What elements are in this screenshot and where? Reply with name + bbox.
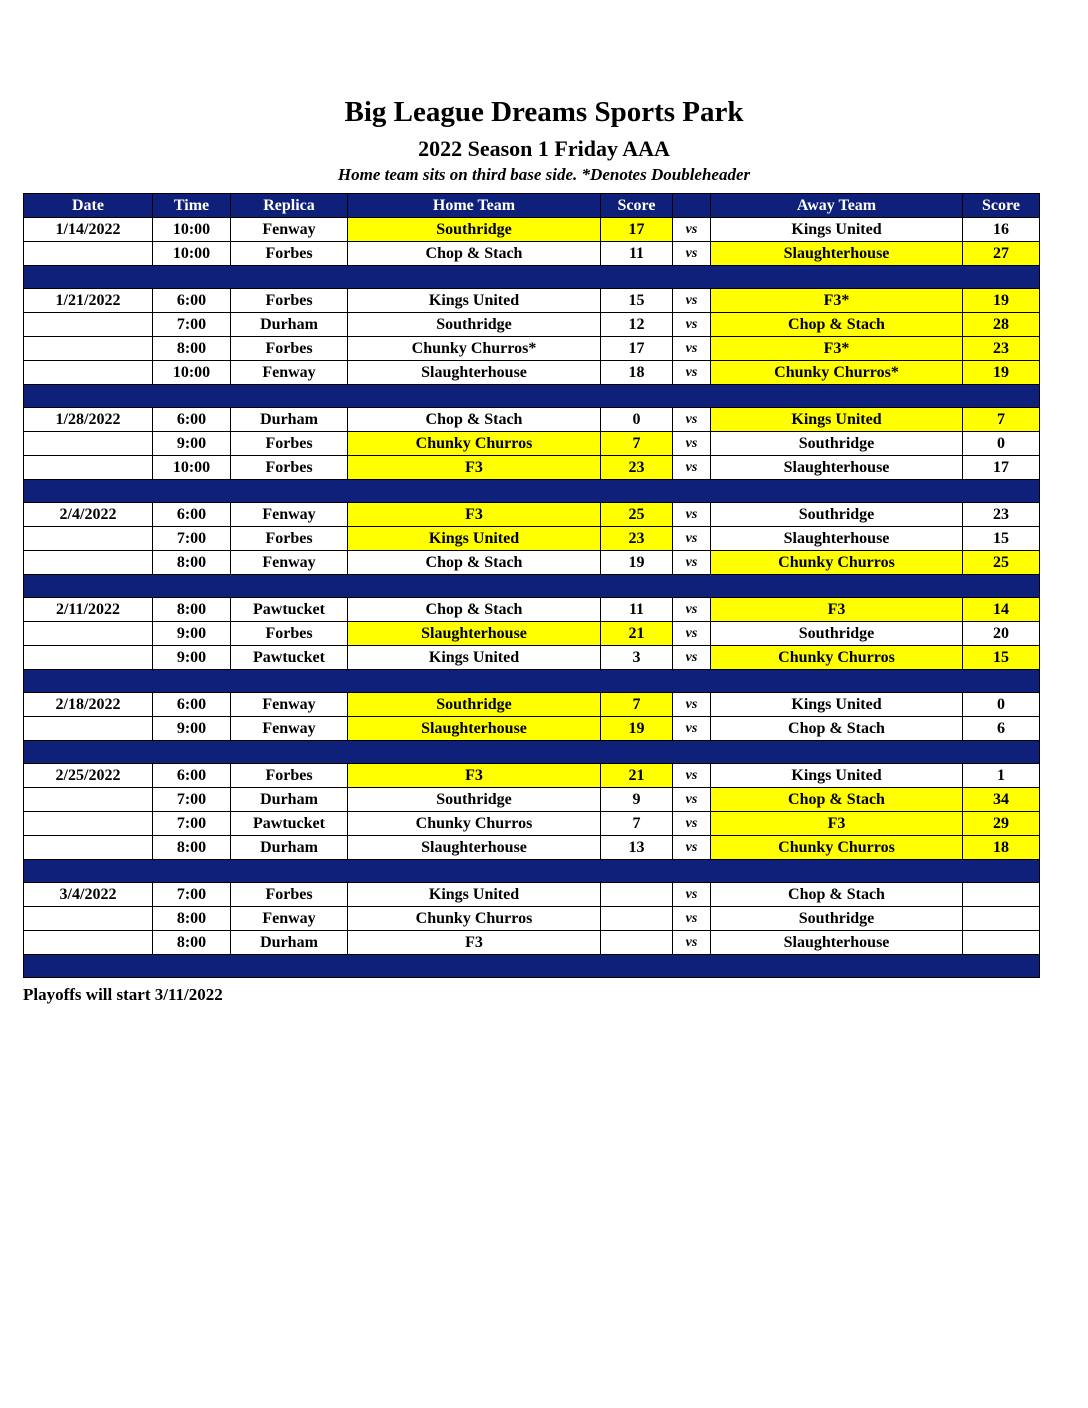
away-score-cell xyxy=(963,931,1040,955)
separator-cell xyxy=(24,480,1040,503)
away-score-cell: 23 xyxy=(963,337,1040,361)
home-score-cell: 23 xyxy=(601,456,673,480)
game-row xyxy=(24,812,1040,836)
game-row xyxy=(24,361,1040,385)
game-row xyxy=(24,551,1040,575)
home-team-cell: Kings United xyxy=(348,527,601,551)
home-team-cell: F3 xyxy=(348,931,601,955)
date-cell: 3/4/2022 xyxy=(24,883,153,907)
game-row xyxy=(24,622,1040,646)
home-score-cell: 7 xyxy=(601,693,673,717)
replica-cell: Fenway xyxy=(231,361,348,385)
replica-cell: Durham xyxy=(231,788,348,812)
away-team-cell: Chunky Churros xyxy=(711,836,963,860)
separator-row xyxy=(24,575,1040,598)
home-team-cell: Chunky Churros xyxy=(348,432,601,456)
home-team-cell: Chop & Stach xyxy=(348,242,601,266)
separator-row xyxy=(24,385,1040,408)
away-team-cell: Slaughterhouse xyxy=(711,931,963,955)
home-score-cell: 7 xyxy=(601,812,673,836)
away-team-cell: Kings United xyxy=(711,408,963,432)
vs-cell: vs xyxy=(673,931,711,955)
time-cell: 8:00 xyxy=(153,337,231,361)
home-score-cell: 15 xyxy=(601,289,673,313)
away-score-cell: 0 xyxy=(963,432,1040,456)
home-score-cell: 25 xyxy=(601,503,673,527)
away-team-cell: Slaughterhouse xyxy=(711,242,963,266)
separator-cell xyxy=(24,266,1040,289)
away-team-cell: Chunky Churros xyxy=(711,646,963,670)
replica-cell: Durham xyxy=(231,313,348,337)
home-team-cell: Slaughterhouse xyxy=(348,836,601,860)
away-team-cell: Slaughterhouse xyxy=(711,456,963,480)
away-score-cell: 14 xyxy=(963,598,1040,622)
time-cell: 7:00 xyxy=(153,527,231,551)
home-team-cell: Slaughterhouse xyxy=(348,622,601,646)
away-team-cell: Chop & Stach xyxy=(711,313,963,337)
home-team-cell: Chunky Churros xyxy=(348,907,601,931)
date-cell xyxy=(24,337,153,361)
separator-row xyxy=(24,955,1040,978)
game-row xyxy=(24,527,1040,551)
header-cell-date: Date xyxy=(24,194,153,218)
time-cell: 10:00 xyxy=(153,361,231,385)
vs-cell: vs xyxy=(673,432,711,456)
time-cell: 7:00 xyxy=(153,812,231,836)
away-team-cell: Southridge xyxy=(711,432,963,456)
time-cell: 7:00 xyxy=(153,313,231,337)
time-cell: 10:00 xyxy=(153,218,231,242)
schedule-table xyxy=(23,193,1040,978)
replica-cell: Forbes xyxy=(231,242,348,266)
replica-cell: Forbes xyxy=(231,883,348,907)
date-cell: 2/4/2022 xyxy=(24,503,153,527)
away-team-cell: F3 xyxy=(711,598,963,622)
date-cell: 1/21/2022 xyxy=(24,289,153,313)
header-cell-score: Score xyxy=(601,194,673,218)
schedule-header-row xyxy=(24,194,1040,218)
game-row xyxy=(24,907,1040,931)
date-cell xyxy=(24,313,153,337)
home-score-cell: 23 xyxy=(601,527,673,551)
time-cell: 10:00 xyxy=(153,242,231,266)
time-cell: 7:00 xyxy=(153,883,231,907)
time-cell: 9:00 xyxy=(153,622,231,646)
vs-cell: vs xyxy=(673,717,711,741)
playoffs-note: Playoffs will start 3/11/2022 xyxy=(23,985,223,1004)
home-score-cell: 19 xyxy=(601,551,673,575)
away-score-cell: 7 xyxy=(963,408,1040,432)
separator-row xyxy=(24,480,1040,503)
separator-row xyxy=(24,670,1040,693)
date-cell: 2/11/2022 xyxy=(24,598,153,622)
away-team-cell: Kings United xyxy=(711,218,963,242)
home-score-cell: 7 xyxy=(601,432,673,456)
away-score-cell: 6 xyxy=(963,717,1040,741)
away-score-cell xyxy=(963,883,1040,907)
away-score-cell: 25 xyxy=(963,551,1040,575)
vs-cell: vs xyxy=(673,289,711,313)
game-row xyxy=(24,218,1040,242)
replica-cell: Pawtucket xyxy=(231,646,348,670)
separator-cell xyxy=(24,575,1040,598)
home-team-cell: Slaughterhouse xyxy=(348,717,601,741)
time-cell: 9:00 xyxy=(153,646,231,670)
away-team-cell: F3 xyxy=(711,812,963,836)
home-team-cell: Southridge xyxy=(348,693,601,717)
separator-row xyxy=(24,266,1040,289)
away-score-cell: 15 xyxy=(963,646,1040,670)
time-cell: 8:00 xyxy=(153,907,231,931)
date-cell: 1/14/2022 xyxy=(24,218,153,242)
time-cell: 8:00 xyxy=(153,931,231,955)
home-team-cell: Chunky Churros xyxy=(348,812,601,836)
home-score-cell: 17 xyxy=(601,337,673,361)
game-row xyxy=(24,883,1040,907)
date-cell xyxy=(24,812,153,836)
game-row xyxy=(24,646,1040,670)
away-team-cell: Chunky Churros* xyxy=(711,361,963,385)
replica-cell: Pawtucket xyxy=(231,598,348,622)
date-cell xyxy=(24,432,153,456)
date-cell xyxy=(24,456,153,480)
game-row xyxy=(24,242,1040,266)
vs-cell: vs xyxy=(673,646,711,670)
game-row xyxy=(24,408,1040,432)
date-cell xyxy=(24,551,153,575)
home-score-cell xyxy=(601,931,673,955)
vs-cell: vs xyxy=(673,242,711,266)
page-title: Big League Dreams Sports Park xyxy=(344,96,744,128)
date-cell xyxy=(24,242,153,266)
replica-cell: Forbes xyxy=(231,456,348,480)
separator-cell xyxy=(24,955,1040,978)
replica-cell: Pawtucket xyxy=(231,812,348,836)
vs-cell: vs xyxy=(673,503,711,527)
vs-cell: vs xyxy=(673,456,711,480)
vs-cell: vs xyxy=(673,361,711,385)
vs-cell: vs xyxy=(673,836,711,860)
away-team-cell: Chop & Stach xyxy=(711,717,963,741)
header-cell-time: Time xyxy=(153,194,231,218)
home-score-cell: 0 xyxy=(601,408,673,432)
home-score-cell: 21 xyxy=(601,764,673,788)
date-cell xyxy=(24,836,153,860)
date-cell xyxy=(24,361,153,385)
away-team-cell: Chop & Stach xyxy=(711,788,963,812)
separator-cell xyxy=(24,741,1040,764)
date-cell xyxy=(24,622,153,646)
away-score-cell: 19 xyxy=(963,361,1040,385)
vs-cell: vs xyxy=(673,313,711,337)
vs-cell: vs xyxy=(673,788,711,812)
home-score-cell: 13 xyxy=(601,836,673,860)
game-row xyxy=(24,337,1040,361)
replica-cell: Forbes xyxy=(231,622,348,646)
home-team-cell: Chunky Churros* xyxy=(348,337,601,361)
home-team-cell: Kings United xyxy=(348,883,601,907)
time-cell: 8:00 xyxy=(153,551,231,575)
away-team-cell: Chop & Stach xyxy=(711,883,963,907)
date-cell xyxy=(24,527,153,551)
date-cell xyxy=(24,907,153,931)
home-score-cell: 19 xyxy=(601,717,673,741)
away-score-cell: 15 xyxy=(963,527,1040,551)
away-score-cell: 20 xyxy=(963,622,1040,646)
away-team-cell: Southridge xyxy=(711,907,963,931)
vs-cell: vs xyxy=(673,551,711,575)
away-score-cell: 0 xyxy=(963,693,1040,717)
away-score-cell: 17 xyxy=(963,456,1040,480)
vs-cell: vs xyxy=(673,408,711,432)
away-score-cell: 27 xyxy=(963,242,1040,266)
away-team-cell: Southridge xyxy=(711,622,963,646)
away-score-cell: 19 xyxy=(963,289,1040,313)
replica-cell: Forbes xyxy=(231,764,348,788)
away-team-cell: Southridge xyxy=(711,503,963,527)
replica-cell: Durham xyxy=(231,408,348,432)
time-cell: 9:00 xyxy=(153,432,231,456)
game-row xyxy=(24,313,1040,337)
home-score-cell: 12 xyxy=(601,313,673,337)
away-score-cell: 1 xyxy=(963,764,1040,788)
replica-cell: Fenway xyxy=(231,218,348,242)
vs-cell: vs xyxy=(673,598,711,622)
home-score-cell xyxy=(601,883,673,907)
away-team-cell: F3* xyxy=(711,337,963,361)
date-cell xyxy=(24,788,153,812)
replica-cell: Durham xyxy=(231,931,348,955)
replica-cell: Fenway xyxy=(231,717,348,741)
vs-cell: vs xyxy=(673,907,711,931)
away-score-cell: 16 xyxy=(963,218,1040,242)
game-row xyxy=(24,717,1040,741)
home-score-cell: 18 xyxy=(601,361,673,385)
home-score-cell: 9 xyxy=(601,788,673,812)
time-cell: 8:00 xyxy=(153,598,231,622)
home-team-cell: Southridge xyxy=(348,788,601,812)
schedule-body xyxy=(24,218,1040,978)
header-cell-vs xyxy=(673,194,711,218)
away-score-cell: 28 xyxy=(963,313,1040,337)
home-score-cell: 3 xyxy=(601,646,673,670)
home-team-cell: F3 xyxy=(348,503,601,527)
game-row xyxy=(24,289,1040,313)
time-cell: 6:00 xyxy=(153,503,231,527)
replica-cell: Forbes xyxy=(231,289,348,313)
replica-cell: Forbes xyxy=(231,337,348,361)
date-cell: 2/25/2022 xyxy=(24,764,153,788)
separator-row xyxy=(24,741,1040,764)
page-subtitle: 2022 Season 1 Friday AAA xyxy=(418,136,670,161)
away-score-cell xyxy=(963,907,1040,931)
replica-cell: Forbes xyxy=(231,432,348,456)
home-team-cell: F3 xyxy=(348,764,601,788)
game-row xyxy=(24,693,1040,717)
replica-cell: Fenway xyxy=(231,551,348,575)
header-cell-score: Score xyxy=(963,194,1040,218)
time-cell: 8:00 xyxy=(153,836,231,860)
separator-cell xyxy=(24,860,1040,883)
page-note: Home team sits on third base side. *Denotes Doubleheader xyxy=(337,165,751,184)
vs-cell: vs xyxy=(673,337,711,361)
home-score-cell: 17 xyxy=(601,218,673,242)
date-cell xyxy=(24,717,153,741)
home-team-cell: Chop & Stach xyxy=(348,598,601,622)
header-cell-home-team: Home Team xyxy=(348,194,601,218)
home-team-cell: Southridge xyxy=(348,313,601,337)
away-team-cell: F3* xyxy=(711,289,963,313)
game-row xyxy=(24,931,1040,955)
replica-cell: Fenway xyxy=(231,503,348,527)
game-row xyxy=(24,598,1040,622)
header-cell-away-team: Away Team xyxy=(711,194,963,218)
game-row xyxy=(24,503,1040,527)
game-row xyxy=(24,432,1040,456)
away-team-cell: Slaughterhouse xyxy=(711,527,963,551)
replica-cell: Fenway xyxy=(231,693,348,717)
vs-cell: vs xyxy=(673,764,711,788)
time-cell: 10:00 xyxy=(153,456,231,480)
vs-cell: vs xyxy=(673,527,711,551)
game-row xyxy=(24,836,1040,860)
replica-cell: Durham xyxy=(231,836,348,860)
vs-cell: vs xyxy=(673,693,711,717)
away-score-cell: 18 xyxy=(963,836,1040,860)
replica-cell: Fenway xyxy=(231,907,348,931)
home-score-cell: 11 xyxy=(601,598,673,622)
time-cell: 7:00 xyxy=(153,788,231,812)
away-score-cell: 29 xyxy=(963,812,1040,836)
game-row xyxy=(24,764,1040,788)
home-score-cell xyxy=(601,907,673,931)
game-row xyxy=(24,788,1040,812)
home-team-cell: Southridge xyxy=(348,218,601,242)
vs-cell: vs xyxy=(673,218,711,242)
away-score-cell: 34 xyxy=(963,788,1040,812)
home-team-cell: Chop & Stach xyxy=(348,408,601,432)
date-cell: 1/28/2022 xyxy=(24,408,153,432)
time-cell: 6:00 xyxy=(153,693,231,717)
header-cell-replica: Replica xyxy=(231,194,348,218)
time-cell: 6:00 xyxy=(153,289,231,313)
home-team-cell: Chop & Stach xyxy=(348,551,601,575)
home-score-cell: 21 xyxy=(601,622,673,646)
away-team-cell: Chunky Churros xyxy=(711,551,963,575)
home-team-cell: Slaughterhouse xyxy=(348,361,601,385)
separator-cell xyxy=(24,385,1040,408)
home-team-cell: F3 xyxy=(348,456,601,480)
game-row xyxy=(24,456,1040,480)
separator-row xyxy=(24,860,1040,883)
date-cell xyxy=(24,646,153,670)
home-team-cell: Kings United xyxy=(348,289,601,313)
vs-cell: vs xyxy=(673,812,711,836)
replica-cell: Forbes xyxy=(231,527,348,551)
vs-cell: vs xyxy=(673,622,711,646)
time-cell: 9:00 xyxy=(153,717,231,741)
away-team-cell: Kings United xyxy=(711,764,963,788)
time-cell: 6:00 xyxy=(153,764,231,788)
separator-cell xyxy=(24,670,1040,693)
time-cell: 6:00 xyxy=(153,408,231,432)
date-cell xyxy=(24,931,153,955)
home-team-cell: Kings United xyxy=(348,646,601,670)
away-team-cell: Kings United xyxy=(711,693,963,717)
date-cell: 2/18/2022 xyxy=(24,693,153,717)
away-score-cell: 23 xyxy=(963,503,1040,527)
home-score-cell: 11 xyxy=(601,242,673,266)
vs-cell: vs xyxy=(673,883,711,907)
